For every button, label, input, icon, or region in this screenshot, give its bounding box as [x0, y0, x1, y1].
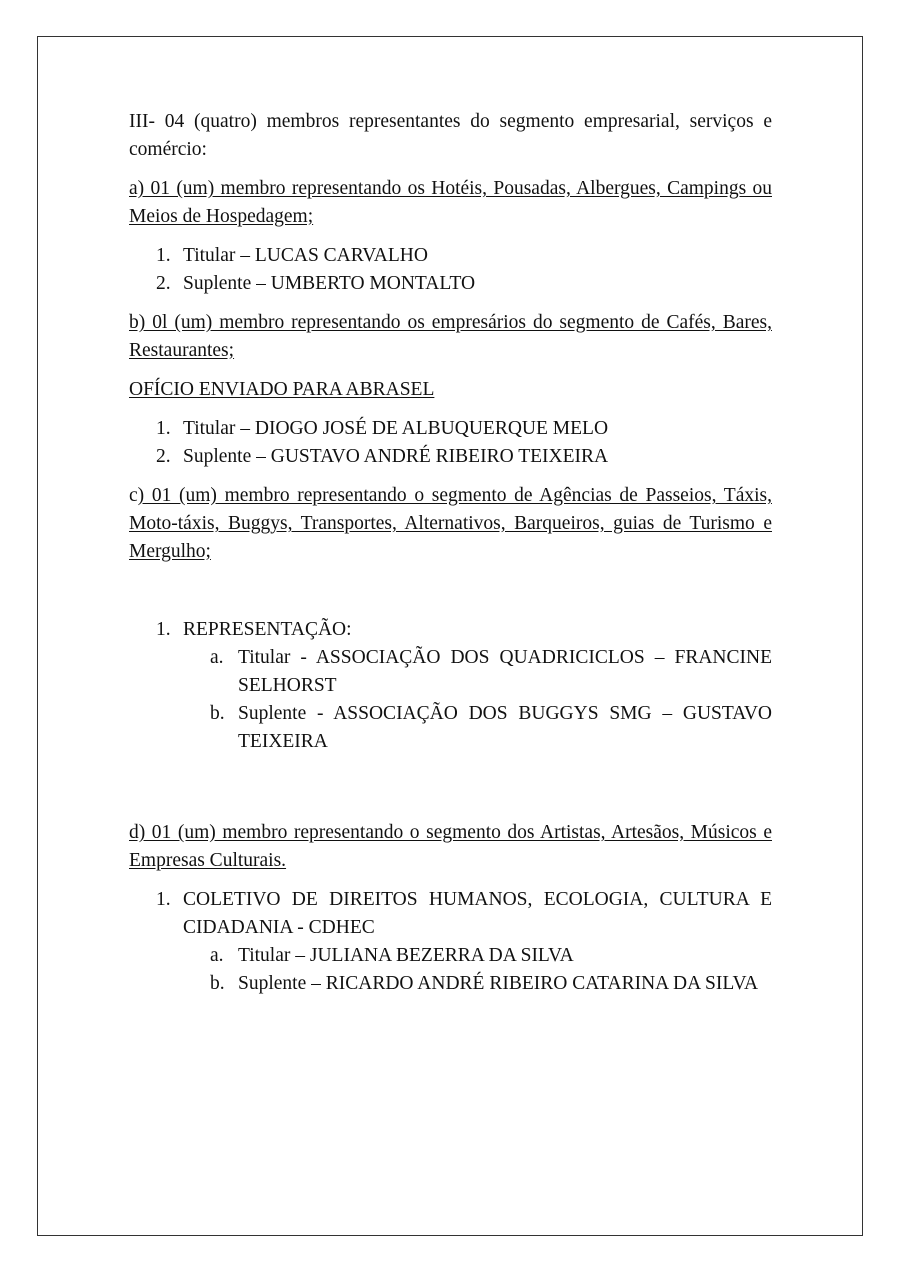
- sublist-letter: b.: [210, 703, 225, 724]
- section-c-list: [129, 616, 772, 756]
- section-d-heading: d) 01 (um) membro representando o segmento dos Artistas, Artesãos, Músicos e Empresas Culturais.: [129, 822, 772, 871]
- list-item-text: Suplente – UMBERTO MONTALTO: [183, 273, 476, 294]
- sublist-letter: a.: [210, 945, 224, 966]
- list-item-text: Suplente – GUSTAVO ANDRÉ RIBEIRO TEIXEIRA: [183, 446, 609, 467]
- list-item: [129, 270, 772, 298]
- list-item-text: REPRESENTAÇÃO:: [183, 619, 352, 640]
- sublist-item: [129, 700, 772, 756]
- list-number: 1.: [156, 418, 171, 439]
- list-item: [129, 443, 772, 471]
- list-number: 1.: [156, 245, 171, 266]
- sublist-item-text: Titular - ASSOCIAÇÃO DOS QUADRICICLOS – FRANCINE SELHORST: [238, 647, 772, 696]
- list-item-text: Titular – DIOGO JOSÉ DE ALBUQUERQUE MELO: [183, 418, 609, 439]
- intro-paragraph: III- 04 (quatro) membros representantes do segmento empresarial, serviços e comércio:: [129, 111, 772, 160]
- section-b-list: [129, 415, 772, 471]
- section-c-sublist: [129, 644, 772, 756]
- section-b-heading: b) 0l (um) membro representando os empresários do segmento de Cafés, Bares, Restaurantes;: [129, 312, 772, 361]
- section-a-list: [129, 242, 772, 298]
- section-a-heading: a) 01 (um) membro representando os Hotéis, Pousadas, Albergues, Campings ou Meios de Hospedagem;: [129, 178, 772, 227]
- sublist-item: [129, 970, 772, 998]
- section-d-sublist: [129, 942, 772, 998]
- list-number: 1.: [156, 889, 171, 910]
- section-c-prefix: c: [129, 485, 138, 506]
- section-c-heading-text: ) 01 (um) membro representando o segmento de Agências de Passeios, Táxis, Moto-táxis, Buggys, Transportes, Alternativos, Barqueiros, guias de Turismo e Mergulho;: [129, 485, 772, 562]
- sublist-item-text: Suplente – RICARDO ANDRÉ RIBEIRO CATARINA DA SILVA: [238, 973, 759, 994]
- sublist-item-text: Suplente - ASSOCIAÇÃO DOS BUGGYS SMG – GUSTAVO TEIXEIRA: [238, 703, 772, 752]
- list-item: [129, 616, 772, 644]
- list-item: [129, 242, 772, 270]
- section-b-note-text: OFÍCIO ENVIADO PARA ABRASEL: [129, 379, 435, 400]
- document-body: [129, 108, 772, 1009]
- section-c-heading: [129, 482, 772, 566]
- list-number: 2.: [156, 446, 171, 467]
- sublist-item: [129, 644, 772, 700]
- section-b-note: [129, 376, 772, 404]
- spacer: [129, 767, 772, 819]
- section-d-list: [129, 886, 772, 998]
- spacer: [129, 577, 772, 616]
- list-item-text: Titular – LUCAS CARVALHO: [183, 245, 428, 266]
- sublist-item-text: Titular – JULIANA BEZERRA DA SILVA: [238, 945, 574, 966]
- list-item: [129, 415, 772, 443]
- sublist-letter: b.: [210, 973, 225, 994]
- list-item: [129, 886, 772, 942]
- list-number: 1.: [156, 619, 171, 640]
- list-number: 2.: [156, 273, 171, 294]
- sublist-item: [129, 942, 772, 970]
- list-item-text: COLETIVO DE DIREITOS HUMANOS, ECOLOGIA, CULTURA E CIDADANIA - CDHEC: [183, 889, 772, 938]
- sublist-letter: a.: [210, 647, 224, 668]
